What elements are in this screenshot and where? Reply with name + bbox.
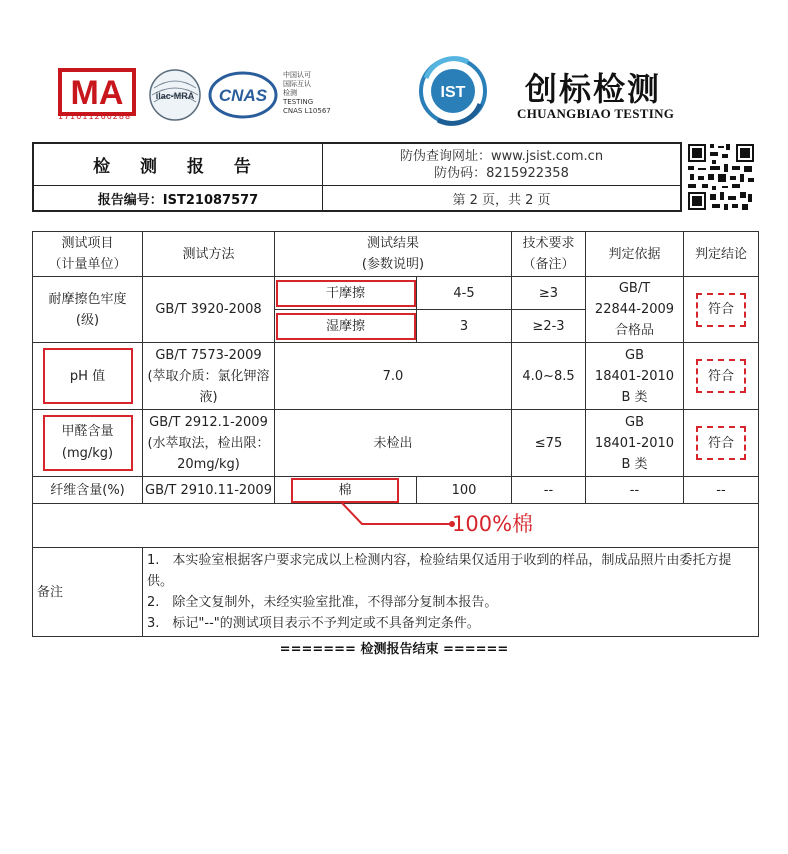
rub-conclusion: 符合 (696, 293, 746, 327)
ph-method-line: 液) (199, 389, 218, 405)
ph-conclusion-cell (684, 343, 759, 410)
rub-item-label: 耐摩擦色牢度 (48, 291, 127, 307)
notes-label: 备注 (33, 548, 143, 637)
ph-method-line: (萃取介质：氯化钾溶 (147, 368, 270, 384)
cnas-logo-text: CNAS (218, 86, 268, 105)
header-requirement-label: 技术要求 (522, 236, 575, 251)
ph-method (143, 343, 275, 410)
anti-fake-code: 防伪码：8215922358 (434, 166, 569, 181)
report-title: 检 测 报 告 (93, 157, 263, 177)
dry-rub-highlight: 干摩擦 (276, 280, 416, 307)
rub-basis-line: 22844-2009 (594, 302, 675, 317)
rub-item (33, 277, 143, 343)
formaldehyde-result: 未检出 (275, 410, 512, 477)
ph-basis-line: B 类 (621, 389, 648, 405)
notes-content (143, 548, 759, 637)
header-conclusion: 判定结论 (684, 232, 759, 277)
wet-rub-highlight: 湿摩擦 (276, 313, 416, 340)
formaldehyde-conclusion: 符合 (696, 426, 746, 460)
cnas-logo (208, 70, 278, 120)
notes-row (33, 548, 759, 637)
rub-method: GB/T 3920-2008 (143, 277, 275, 343)
rub-basis-line: 合格品 (614, 323, 654, 338)
ph-item-cell (33, 343, 143, 410)
cma-logo-text: MA (70, 74, 124, 112)
cnas-caption-line: CNAS L10567 (283, 107, 331, 115)
ph-result: 7.0 (275, 343, 512, 410)
formaldehyde-basis-line: B 类 (621, 456, 648, 472)
table-row (33, 410, 759, 477)
formaldehyde-basis-line: 18401-2010 (594, 435, 675, 451)
cma-number: 171011260288 (58, 112, 132, 121)
note-line: 1. 本实验室根据客户要求完成以上检测内容，检验结果仅适用于收到的样品，制成品照片由委托方提供。 (147, 553, 732, 589)
brand-name-cn: 创标检测 (525, 70, 662, 108)
fiber-requirement: -- (512, 477, 586, 504)
ilac-mra-logo (148, 68, 202, 122)
anti-fake-info (323, 148, 680, 182)
header-item-unit: （计量单位） (48, 257, 127, 272)
formaldehyde-basis-line: GB (625, 414, 644, 430)
report-header (32, 142, 682, 212)
ph-basis-line: 18401-2010 (594, 368, 675, 384)
formaldehyde-method-line: 20mg/kg) (177, 456, 240, 472)
table-row (33, 277, 759, 310)
header-basis: 判定依据 (586, 232, 684, 277)
formaldehyde-item-unit: (mg/kg) (61, 446, 114, 461)
report-number: 报告编号：IST21087577 (97, 192, 259, 208)
formaldehyde-method-line: (水萃取法，检出限： (147, 435, 270, 451)
fiber-name-highlight: 棉 (291, 478, 399, 503)
formaldehyde-method-line: GB/T 2912.1-2009 (149, 414, 268, 430)
wet-rub-requirement: ≥2-3 (512, 310, 586, 343)
cnas-caption-line: TESTING (283, 98, 314, 106)
header-method: 测试方法 (143, 232, 275, 277)
note-line: 3. 标记"--"的测试项目表示不予判定或不具备判定条件。 (147, 616, 480, 631)
formaldehyde-basis (586, 410, 684, 477)
ph-requirement: 4.0~8.5 (512, 343, 586, 410)
ph-basis-line: GB (625, 347, 644, 363)
wet-rub-value: 3 (417, 310, 512, 343)
qr-code (686, 142, 756, 212)
formaldehyde-item-label: 甲醛含量 (61, 424, 114, 439)
ph-method-line: GB/T 7573-2009 (155, 347, 262, 363)
ist-logo (418, 56, 488, 126)
test-results-table (32, 231, 759, 637)
ph-basis (586, 343, 684, 410)
query-url: 防伪查询网址：www.jsist.com.cn (399, 149, 604, 164)
ilac-logo-text: ilac-MRA (155, 91, 195, 101)
dry-rub-cell (275, 277, 417, 310)
dry-rub-value: 4-5 (417, 277, 512, 310)
rub-item-unit: (级) (75, 312, 100, 328)
ph-conclusion: 符合 (696, 359, 746, 393)
fiber-annotation-label: 100%棉 (452, 512, 534, 536)
rub-conclusion-cell (684, 277, 759, 343)
note-line: 2. 除全文复制外，未经实验室批准，不得部分复制本报告。 (147, 595, 498, 610)
fiber-conclusion: -- (684, 477, 759, 504)
brand-name-en: CHUANGBIAO TESTING (517, 106, 675, 121)
header-requirement (512, 232, 586, 277)
ist-logo-text: IST (440, 84, 466, 101)
header-result-label: 测试结果 (366, 236, 419, 251)
fiber-item: 纤维含量(%) (33, 477, 143, 504)
rub-basis (586, 277, 684, 343)
dry-rub-requirement: ≥3 (512, 277, 586, 310)
rub-basis-line: GB/T (618, 281, 651, 296)
cnas-caption-line: 国际互认 (283, 80, 311, 88)
formaldehyde-item-cell (33, 410, 143, 477)
header-result-note: (参数说明) (361, 257, 425, 272)
cnas-caption-line: 中国认可 (283, 71, 311, 79)
header-item-label: 测试项目 (61, 236, 114, 251)
cnas-caption (283, 71, 331, 116)
page-indicator: 第 2 页，共 2 页 (452, 192, 551, 208)
wet-rub-cell (275, 310, 417, 343)
formaldehyde-requirement: ≤75 (512, 410, 586, 477)
fiber-value: 100 (417, 477, 512, 504)
table-row (33, 343, 759, 410)
formaldehyde-item-highlight (43, 415, 133, 471)
header-requirement-note: （备注） (522, 257, 575, 272)
header-item (33, 232, 143, 277)
report-end-marker: ======= 检测报告结束 ====== (279, 642, 509, 657)
header-result (275, 232, 512, 277)
ph-item-highlight: pH 值 (43, 348, 133, 404)
annotation-arrow (330, 500, 460, 530)
fiber-basis: -- (586, 477, 684, 504)
formaldehyde-conclusion-cell (684, 410, 759, 477)
cnas-caption-line: 检测 (283, 89, 297, 97)
table-header-row (33, 232, 759, 277)
fiber-method: GB/T 2910.11-2009 (143, 477, 275, 504)
formaldehyde-method (143, 410, 275, 477)
